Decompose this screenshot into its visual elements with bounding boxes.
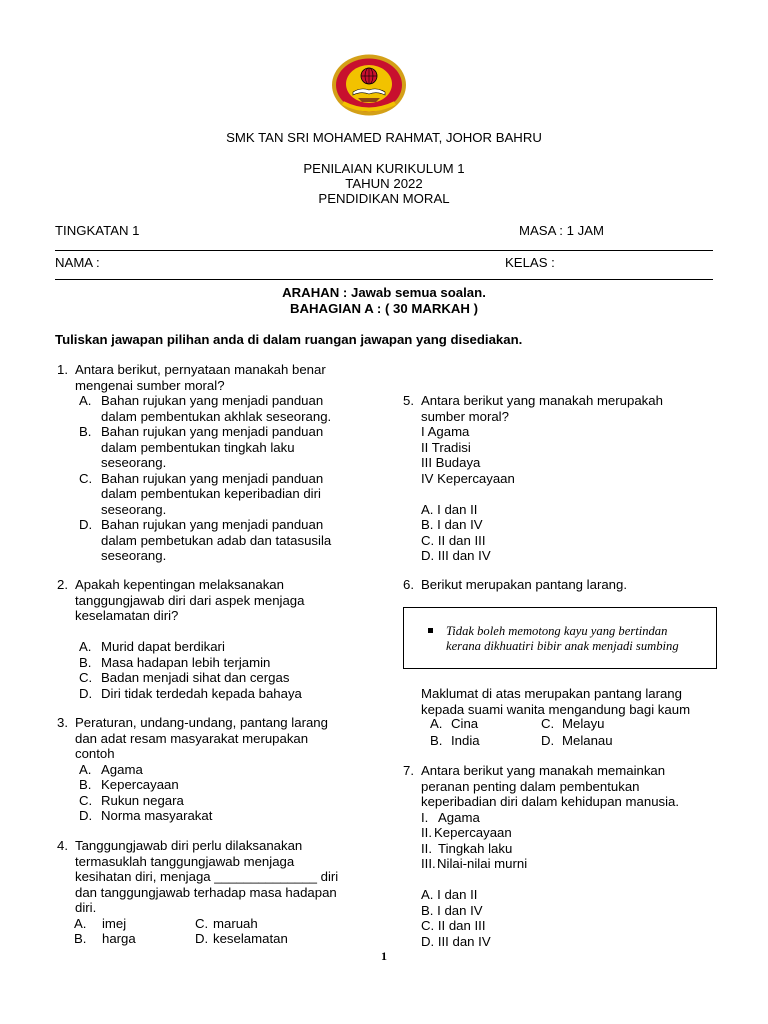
answer-option-a[interactable]: A. I dan II (421, 501, 478, 517)
statement-item: III. Nilai-nilai murni (421, 856, 528, 871)
question-text: Apakah kepentingan melaksanakan (75, 577, 284, 592)
answer-option-b[interactable]: B. (74, 931, 87, 946)
question-text: Peraturan, undang-undang, pantang larang (75, 715, 328, 730)
question-number: 1. (57, 362, 68, 377)
question-text: Berikut merupakan pantang larang. (421, 577, 628, 592)
answer-option-c[interactable]: C. Bahan rujukan yang menjadi panduan dalam pembentukan keperibadian diri seseorang. (79, 470, 324, 517)
answer-option-c[interactable]: C. Badan menjadi sihat dan cergas (79, 670, 290, 685)
subject-title: PENDIDIKAN MORAL (318, 191, 450, 206)
form-level: TINGKATAN 1 (55, 223, 140, 238)
question-text: dan tanggungjawab terhadap masa hadapan (75, 884, 337, 900)
answer-option-d[interactable]: D. Bahan rujukan yang menjadi panduan dalam pembetukan adab dan tatasusila seseorang. (79, 517, 332, 563)
question-text: tanggungjawab diri dari aspek menjaga (75, 592, 305, 608)
answer-option-c[interactable]: C. (541, 716, 555, 731)
question-text: sumber moral? (421, 408, 509, 424)
answer-option-a[interactable]: A. Bahan rujukan yang menjadi panduan dalam pembentukan akhlak seseorang. (79, 393, 332, 424)
question-number: 2. (57, 577, 68, 592)
statement-item: II. Tingkah laku (421, 840, 513, 856)
answer-option-b[interactable]: B. I dan IV (421, 902, 483, 918)
statement-item: I Agama (421, 424, 470, 439)
answer-row-ac: A. imej C. maruah (74, 916, 258, 931)
divider (55, 250, 713, 251)
answer-option-d[interactable]: D. III dan IV (421, 548, 491, 563)
answer-option-b[interactable]: B. I dan IV (421, 517, 483, 532)
exam-year: TAHUN 2022 (345, 176, 423, 191)
answer-option-a[interactable]: A. Agama (79, 761, 143, 777)
question-number: 5. (403, 393, 414, 408)
question-text: keperibadian diri dalam kehidupan manusia. (421, 794, 680, 809)
question-text: mengenai sumber moral? (75, 377, 225, 393)
question-text: dan adat resam masyarakat merupakan (75, 730, 309, 746)
question-text: kepada suami wanita mengandung bagi kaum (421, 701, 691, 717)
statement-item: II Tradisi (421, 439, 471, 455)
answer-option-b[interactable]: B. Bahan rujukan yang menjadi panduan dalam pembentukan tingkah laku seseorang. (79, 424, 324, 470)
divider (55, 279, 713, 280)
answer-option-d[interactable]: D. (541, 733, 555, 748)
answer-option-c[interactable]: C. II dan III (421, 532, 486, 548)
instruction-heading: ARAHAN : Jawab semua soalan. (282, 285, 486, 300)
answer-option-d[interactable]: D. (195, 931, 209, 946)
taboo-box (403, 607, 717, 669)
statement-item: IV Kepercayaan (421, 470, 515, 486)
answer-option-c[interactable]: C. Rukun negara (79, 792, 184, 808)
question-text: Maklumat di atas merupakan pantang larang (421, 686, 682, 701)
question-text: Antara berikut yang manakah merupakah (421, 393, 663, 408)
page-number: 1 (381, 949, 387, 963)
class-field-label: KELAS : (505, 255, 555, 270)
question-text: keselamatan diri? (75, 608, 179, 623)
answer-row-ac: A. Cina C. Melayu (430, 716, 605, 731)
question-text: contoh (75, 746, 115, 761)
answer-option-a[interactable]: A. (74, 916, 87, 931)
answer-option-c[interactable]: C. II dan III (421, 918, 486, 933)
question-text: diri. (75, 900, 97, 915)
question-text: Antara berikut, pernyataan manakah benar (75, 362, 326, 377)
statement-item: II. Kepercayaan (421, 825, 512, 840)
statement-item: I. Agama (421, 809, 480, 825)
answer-option-b[interactable]: B. (430, 733, 443, 748)
statement-item: III Budaya (421, 455, 481, 470)
school-crest-logo (331, 54, 407, 116)
question-6-followup (421, 686, 690, 717)
name-field-label: NAMA : (55, 255, 100, 270)
taboo-text: Tidak boleh memotong kayu yang bertindan (446, 624, 668, 638)
question-text: Tanggungjawab diri perlu dilaksanakan (75, 838, 303, 853)
answer-option-d[interactable]: D. Diri tidak terdedah kepada bahaya (79, 685, 302, 701)
exam-title: PENILAIAN KURIKULUM 1 (303, 161, 465, 176)
answer-option-b[interactable]: B. Masa hadapan lebih terjamin (79, 654, 271, 670)
school-name: SMK TAN SRI MOHAMED RAHMAT, JOHOR BAHRU (226, 130, 542, 145)
answer-option-a[interactable]: A. I dan II (421, 887, 478, 902)
answer-option-a[interactable]: A. Murid dapat berdikari (79, 639, 225, 654)
answer-option-a[interactable]: A. (430, 716, 443, 731)
answer-row-bd: B. harga D. keselamatan (74, 931, 288, 946)
taboo-text: kerana dikhuatiri bibir anak menjadi sumbing (446, 639, 679, 653)
answer-row-bd: B. India D. Melanau (430, 733, 613, 748)
question-text: peranan penting dalam pembentukan (421, 778, 640, 794)
section-heading: BAHAGIAN A : ( 30 MARKAH ) (289, 301, 479, 316)
answer-instruction: Tuliskan jawapan pilihan anda di dalam ruangan jawapan yang disediakan. (55, 332, 523, 347)
question-number: 3. (57, 715, 68, 730)
answer-option-c[interactable]: C. (195, 916, 209, 931)
question-number: 6. (403, 577, 414, 592)
duration: MASA : 1 JAM (519, 223, 605, 238)
question-text: kesihatan diri, menjaga ______________ diri (75, 869, 339, 884)
answer-option-d[interactable]: D. III dan IV (421, 933, 491, 949)
question-text: termasuklah tanggungjawab menjaga (75, 853, 295, 869)
answer-option-b[interactable]: B. Kepercayaan (79, 777, 179, 792)
bullet-icon (428, 628, 433, 633)
question-number: 7. (403, 763, 414, 778)
answer-option-d[interactable]: D. Norma masyarakat (79, 808, 213, 823)
question-number: 4. (57, 838, 68, 853)
question-text: Antara berikut yang manakah memainkan (421, 763, 666, 778)
